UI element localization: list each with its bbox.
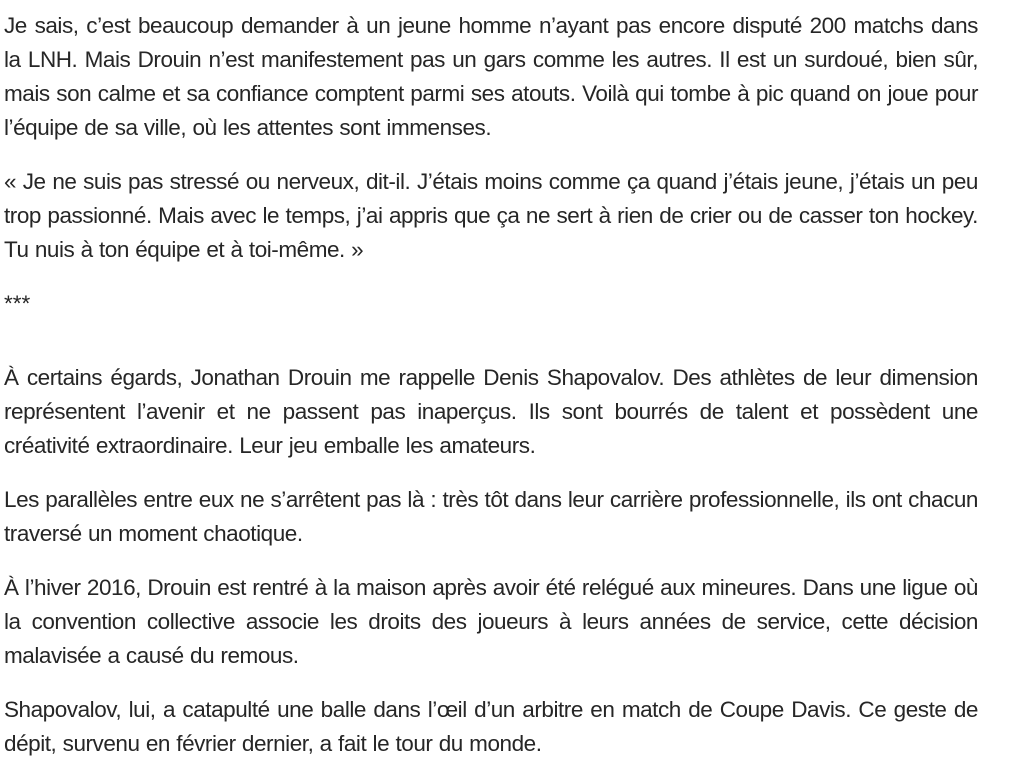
- section-separator: ***: [4, 291, 31, 316]
- paragraph-shapovalov-comparison: À certains égards, Jonathan Drouin me rappelle Denis Shapovalov. Des athlètes de leur dimension représentent l’avenir et ne passent pas inaperçus. Ils sont bourrés de talent et possèdent une créativité extraordinaire. Leur jeu emballe les amateurs.: [4, 365, 978, 458]
- paragraph-drouin-2016: À l’hiver 2016, Drouin est rentré à la maison après avoir été relégué aux mineures. Dans une ligue où la convention collective associe les droits des joueurs à leurs années de service, cette décision malavisée a causé du remous.: [4, 575, 978, 668]
- paragraph-parallels: Les parallèles entre eux ne s’arrêtent pas là : très tôt dans leur carrière professionnelle, ils ont chacun traversé un moment chaotique.: [4, 487, 978, 546]
- paragraph-shapovalov-incident: Shapovalov, lui, a catapulté une balle dans l’œil d’un arbitre en match de Coupe Davis. Ce geste de dépit, survenu en février dernier, a fait le tour du monde.: [4, 697, 978, 756]
- paragraph-drouin-quote: « Je ne suis pas stressé ou nerveux, dit-il. J’étais moins comme ça quand j’étais jeune, j’étais un peu trop passionné. Mais avec le temps, j’ai appris que ça ne sert à rien de crier ou de casser ton hockey. Tu nuis à ton équipe et à toi-même. »: [4, 169, 978, 262]
- paragraph-drouin-intro: Je sais, c’est beaucoup demander à un jeune homme n’ayant pas encore disputé 200 matchs dans la LNH. Mais Drouin n’est manifestement pas un gars comme les autres. Il est un surdoué, bien sûr, mais son calme et sa confiance comptent parmi ses atouts. Voilà qui tombe à pic quand on joue pour l’équipe de sa ville, où les attentes sont immenses.: [4, 13, 978, 140]
